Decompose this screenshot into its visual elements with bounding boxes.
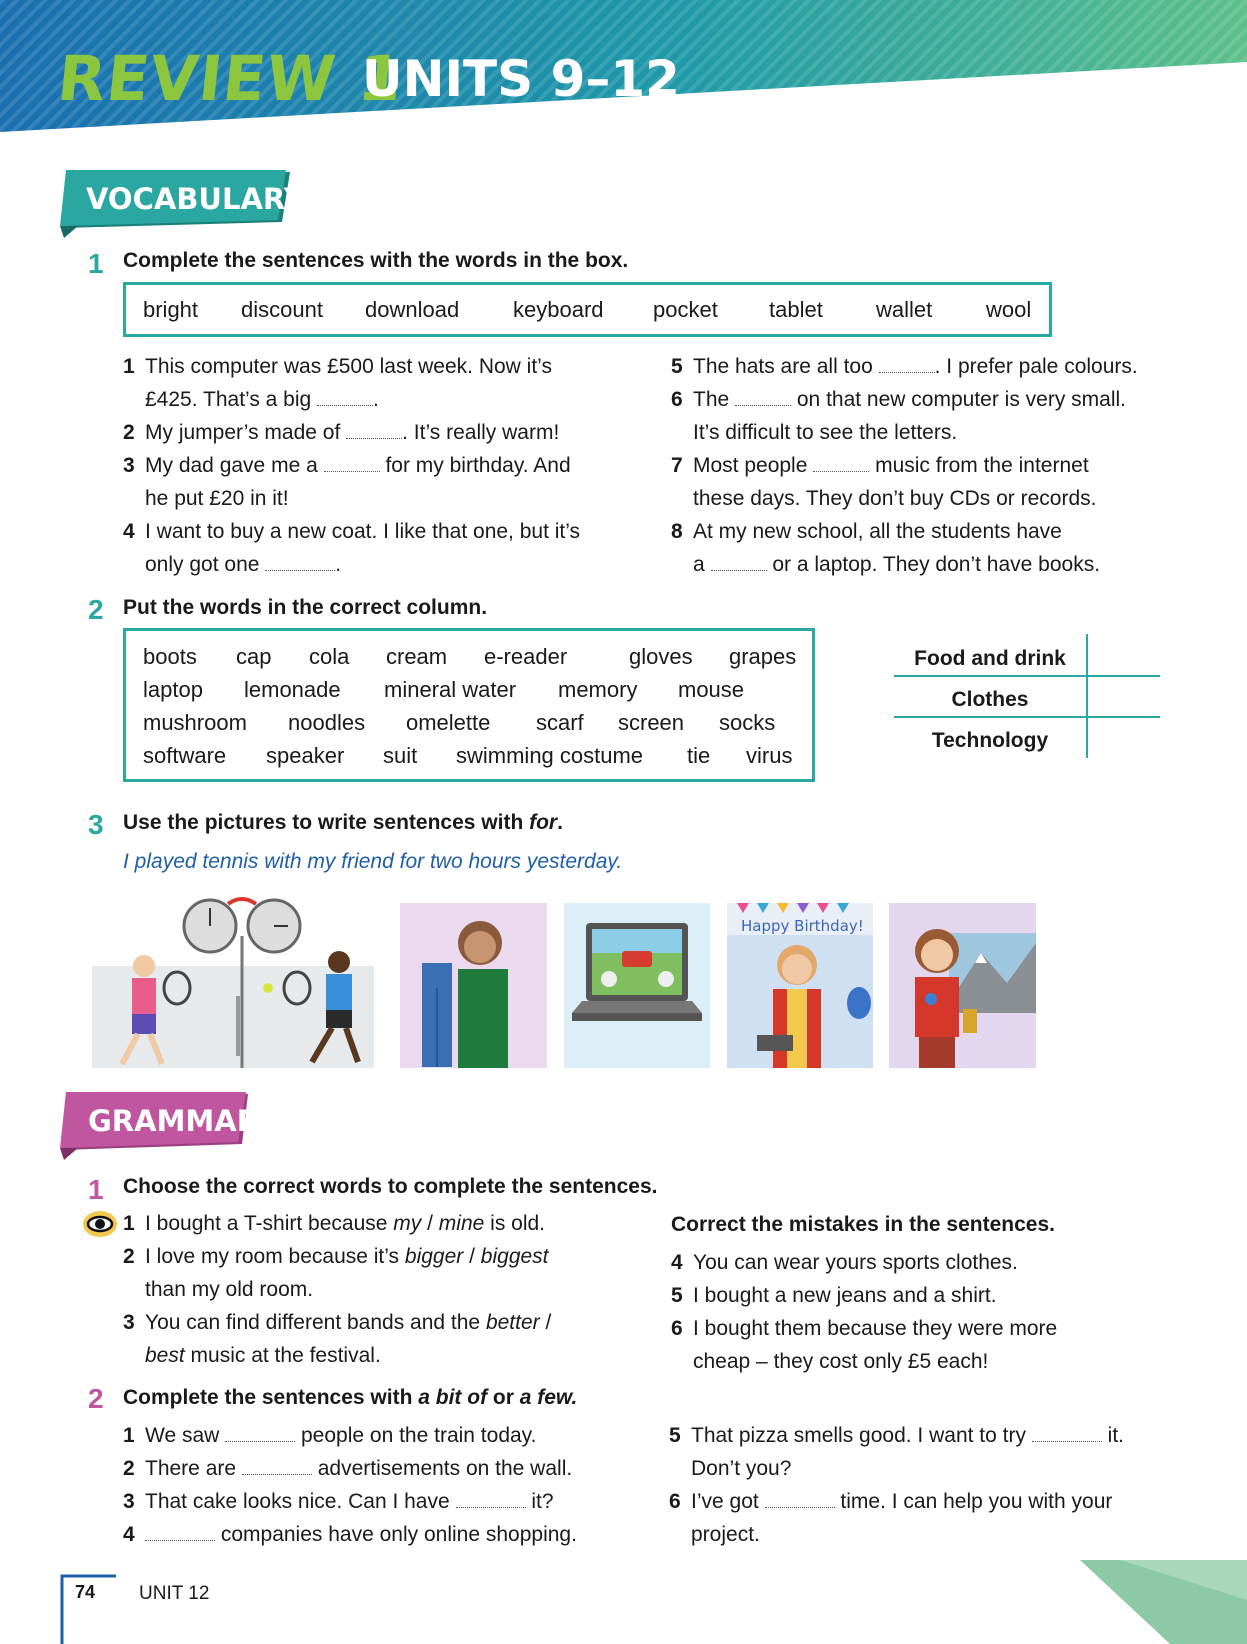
sentence-line: he put £20 in it!	[145, 487, 289, 510]
birthday-banner-text: Happy Birthday!	[741, 917, 864, 935]
sentence-line: these days. They don’t buy CDs or records.	[693, 487, 1097, 510]
column-header-clothes: Clothes	[951, 688, 1029, 711]
birthday-picture	[727, 903, 873, 1068]
word-item: tablet	[769, 297, 823, 322]
hiking-trophy-picture	[889, 903, 1036, 1068]
sentence-line: 6 I bought them because they were more	[671, 1317, 1058, 1340]
vocab-ex3-number: 3	[88, 809, 104, 840]
word-item: pocket	[653, 297, 718, 322]
vocab-ex1-title: Complete the sentences with the words in the box.	[123, 249, 629, 272]
grammar-ex2-number: 2	[88, 1383, 104, 1414]
answer-blank[interactable]	[265, 550, 335, 571]
choice-word[interactable]: my	[393, 1212, 422, 1235]
word-item: memory	[558, 677, 638, 702]
answer-blank[interactable]	[735, 385, 791, 406]
answer-blank[interactable]	[242, 1454, 312, 1475]
grammar-ex1-title: Choose the correct words to complete the sentences.	[123, 1175, 658, 1198]
sentence-line: project.	[691, 1523, 760, 1546]
sentence-line: 2 My jumper’s made of . It’s really warm!	[123, 417, 559, 449]
sentence-line: 1 I bought a T-shirt because my / mine is old.	[123, 1212, 546, 1235]
sentence-line: best music at the festival.	[145, 1344, 381, 1367]
units-title: UNITS 9–12	[362, 50, 680, 108]
word-item: screen	[618, 710, 685, 735]
table-divider	[894, 716, 1160, 718]
sentence-line: 1 This computer was £500 last week. Now it’s	[123, 355, 552, 378]
vocabulary-label: VOCABULARY	[86, 182, 305, 216]
grammar-label: GRAMMAR	[88, 1104, 260, 1138]
word-item: gloves	[629, 644, 693, 669]
word-item: bright	[143, 297, 199, 322]
example-sentence: I played tennis with my friend for two hours yesterday.	[123, 850, 623, 873]
word-item: omelette	[406, 710, 491, 735]
word-item: laptop	[143, 677, 203, 702]
word-item: download	[365, 297, 460, 322]
word-item: cola	[309, 644, 350, 669]
answer-blank[interactable]	[879, 352, 935, 373]
correct-mistakes-title: Correct the mistakes in the sentences.	[671, 1213, 1055, 1236]
sentence-line: 2 I love my room because it’s bigger / biggest	[123, 1245, 549, 1268]
sentence-line: 6 I’ve got time. I can help you with your	[669, 1486, 1112, 1518]
sentence-line: 6 The on that new computer is very small.	[671, 384, 1126, 416]
table-divider	[1086, 634, 1088, 758]
word-item: keyboard	[513, 297, 604, 322]
jeans-picture	[400, 903, 547, 1068]
word-item: virus	[746, 743, 793, 768]
eye-icon[interactable]	[82, 1209, 118, 1239]
vocab-ex2-number: 2	[88, 594, 104, 625]
sentence-line: Don’t you?	[691, 1457, 792, 1480]
column-header-technology: Technology	[931, 729, 1049, 752]
table-divider	[894, 675, 1160, 677]
review-title: REVIEW 1	[54, 42, 407, 115]
tennis-picture	[92, 896, 374, 1068]
footer-unit-label: UNIT 12	[139, 1583, 210, 1604]
sentence-line: 5 The hats are all too . I prefer pale colours.	[671, 351, 1138, 383]
word-item: scarf	[536, 710, 584, 735]
choice-word[interactable]: better	[485, 1311, 540, 1334]
word-item: socks	[719, 710, 776, 735]
sentence-line: 5 That pizza smells good. I want to try it.	[669, 1420, 1124, 1452]
word-item: cream	[386, 644, 448, 669]
sentence-line: 4 companies have only online shopping.	[123, 1519, 577, 1551]
word-item: swimming costume	[456, 743, 644, 768]
word-item: speaker	[266, 743, 345, 768]
laptop-picture	[564, 903, 710, 1068]
sentence-line: than my old room.	[145, 1278, 314, 1301]
word-item: tie	[687, 743, 711, 768]
vocab-ex1-number: 1	[88, 248, 104, 279]
word-item: mouse	[678, 677, 745, 702]
vocab-ex2-title: Put the words in the correct column.	[123, 596, 488, 619]
answer-blank[interactable]	[324, 451, 380, 472]
sentence-line: cheap – they cost only £5 each!	[693, 1350, 989, 1373]
answer-blank[interactable]	[765, 1487, 835, 1508]
column-header-food: Food and drink	[914, 647, 1066, 670]
sentence-line: 5 I bought a new jeans and a shirt.	[671, 1284, 997, 1307]
sentence-line: It’s difficult to see the letters.	[693, 421, 958, 444]
page-number: 74	[75, 1582, 96, 1602]
sentence-line: a or a laptop. They don’t have books.	[671, 549, 1100, 581]
sentence-line: 2 There are advertisements on the wall.	[123, 1453, 572, 1485]
word-item: noodles	[288, 710, 366, 735]
sentence-line: 3 You can find different bands and the better /	[123, 1311, 552, 1334]
word-item: cap	[236, 644, 272, 669]
answer-blank[interactable]	[145, 1520, 215, 1541]
sentence-line: 4 You can wear yours sports clothes.	[671, 1251, 1018, 1274]
sentence-line: £425. That’s a big .	[123, 384, 379, 416]
sentence-line: 8 At my new school, all the students have	[671, 520, 1062, 543]
grammar-ex1-number: 1	[88, 1174, 104, 1205]
word-item: wool	[986, 297, 1032, 322]
choice-word[interactable]: biggest	[480, 1245, 549, 1268]
word-item: suit	[383, 743, 418, 768]
grammar-ex2-title: Complete the sentences with a bit of or a few.	[123, 1386, 578, 1409]
word-item: mushroom	[143, 710, 247, 735]
sentence-line: only got one .	[123, 549, 341, 581]
footer-corner-decoration	[1080, 1560, 1247, 1644]
answer-blank[interactable]	[317, 385, 373, 406]
answer-blank[interactable]	[346, 418, 402, 439]
word-item: discount	[241, 297, 323, 322]
word-item: wallet	[876, 297, 933, 322]
word-item: software	[143, 743, 227, 768]
vocab-word-box	[123, 282, 1052, 337]
header-banner	[0, 0, 1247, 135]
choice-word[interactable]: mine	[438, 1212, 485, 1235]
sentence-line: 4 I want to buy a new coat. I like that one, but it’s	[123, 520, 581, 543]
sentence-line: 1 We saw people on the train today.	[123, 1420, 536, 1452]
vocab-ex3-title: Use the pictures to write sentences with for.	[123, 811, 563, 834]
sentence-line: 3 My dad gave me a for my birthday. And	[123, 450, 571, 482]
answer-blank[interactable]	[711, 550, 767, 571]
sentence-line: 3 That cake looks nice. Can I have it?	[123, 1486, 554, 1518]
word-item: boots	[143, 644, 197, 669]
answer-blank[interactable]	[225, 1421, 295, 1442]
vocab-column-word-box	[123, 628, 815, 782]
word-item: grapes	[729, 644, 797, 669]
word-item: lemonade	[244, 677, 341, 702]
answer-blank[interactable]	[456, 1487, 526, 1508]
word-item: mineral water	[384, 677, 517, 702]
answer-blank[interactable]	[1032, 1421, 1102, 1442]
answer-blank[interactable]	[813, 451, 869, 472]
choice-word[interactable]: best	[145, 1344, 185, 1367]
choice-word[interactable]: bigger	[404, 1245, 464, 1268]
word-item: e-reader	[484, 644, 568, 669]
sentence-line: 7 Most people music from the internet	[671, 450, 1089, 482]
